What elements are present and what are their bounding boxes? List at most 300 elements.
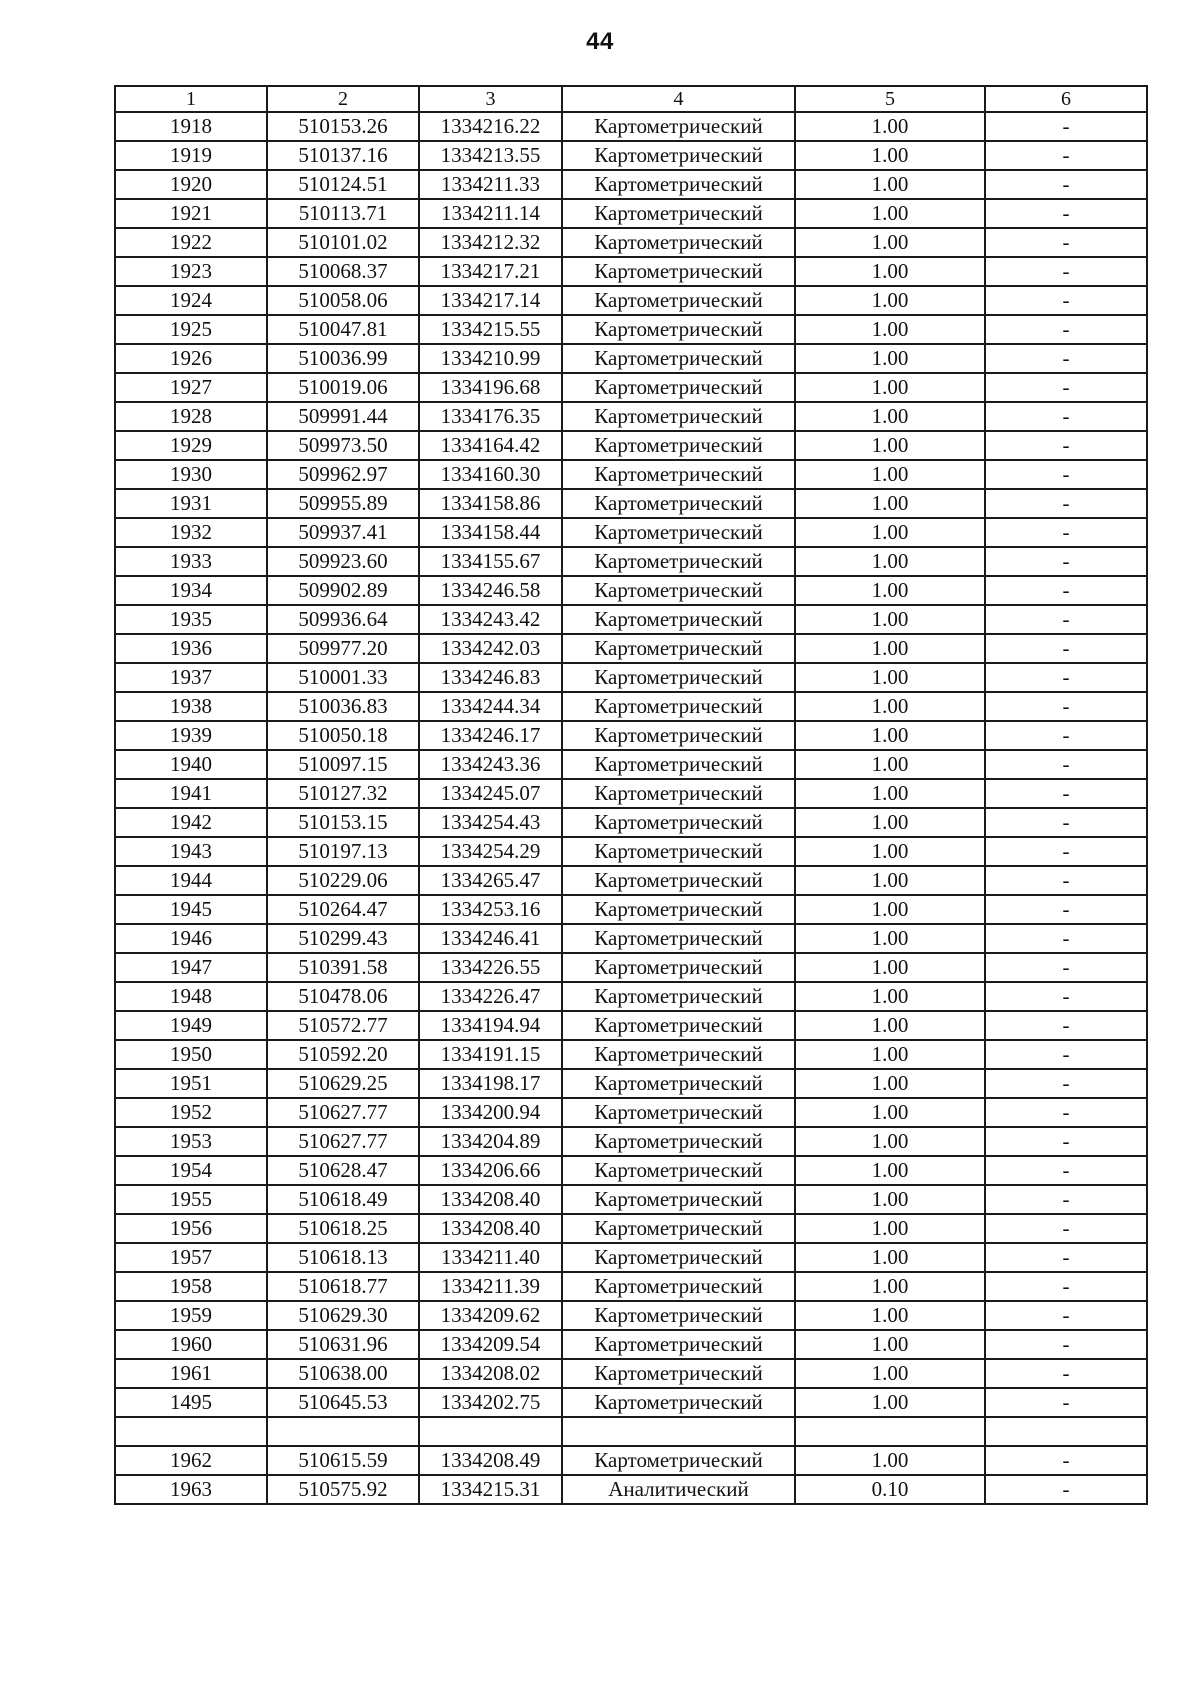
table-row [115,895,1147,924]
note-cell: - [985,808,1147,837]
accuracy-cell: 1.00 [795,112,985,141]
method-cell: Картометрический [562,779,795,808]
method-cell: Картометрический [562,344,795,373]
y-coordinate-cell: 1334246.17 [419,721,562,750]
method-cell: Картометрический [562,112,795,141]
point-number-cell: 1963 [115,1475,267,1504]
table-row [115,518,1147,547]
method-cell: Картометрический [562,895,795,924]
accuracy-cell: 1.00 [795,431,985,460]
note-cell: - [985,315,1147,344]
method-cell: Картометрический [562,460,795,489]
accuracy-cell: 1.00 [795,895,985,924]
accuracy-cell: 1.00 [795,692,985,721]
point-number-cell: 1939 [115,721,267,750]
point-number-cell: 1944 [115,866,267,895]
method-cell: Картометрический [562,1446,795,1475]
accuracy-cell: 1.00 [795,1243,985,1272]
y-coordinate-cell: 1334208.02 [419,1359,562,1388]
method-cell: Картометрический [562,547,795,576]
y-coordinate-cell: 1334202.75 [419,1388,562,1417]
y-coordinate-cell: 1334208.49 [419,1446,562,1475]
x-coordinate-cell: 510615.59 [267,1446,419,1475]
accuracy-cell: 1.00 [795,750,985,779]
note-cell: - [985,605,1147,634]
point-number-cell: 1923 [115,257,267,286]
table-row [115,199,1147,228]
table-row [115,1388,1147,1417]
x-coordinate-cell [267,1417,419,1446]
accuracy-cell: 1.00 [795,402,985,431]
accuracy-cell: 1.00 [795,1446,985,1475]
table-row [115,576,1147,605]
point-number-cell: 1938 [115,692,267,721]
point-number-cell: 1942 [115,808,267,837]
y-coordinate-cell: 1334243.42 [419,605,562,634]
method-cell: Картометрический [562,1185,795,1214]
point-number-cell: 1933 [115,547,267,576]
point-number-cell: 1956 [115,1214,267,1243]
accuracy-cell: 1.00 [795,373,985,402]
method-cell: Картометрический [562,1301,795,1330]
column-header-5: 5 [795,86,985,112]
note-cell: - [985,286,1147,315]
x-coordinate-cell: 509962.97 [267,460,419,489]
x-coordinate-cell: 510627.77 [267,1098,419,1127]
y-coordinate-cell: 1334160.30 [419,460,562,489]
accuracy-cell: 1.00 [795,228,985,257]
method-cell: Картометрический [562,373,795,402]
note-cell: - [985,721,1147,750]
method-cell: Картометрический [562,605,795,634]
point-number-cell: 1925 [115,315,267,344]
point-number-cell: 1926 [115,344,267,373]
accuracy-cell: 1.00 [795,547,985,576]
y-coordinate-cell: 1334244.34 [419,692,562,721]
y-coordinate-cell: 1334211.40 [419,1243,562,1272]
accuracy-cell: 1.00 [795,1272,985,1301]
method-cell: Картометрический [562,1040,795,1069]
table-row [115,750,1147,779]
y-coordinate-cell: 1334209.62 [419,1301,562,1330]
note-cell: - [985,1069,1147,1098]
accuracy-cell: 1.00 [795,605,985,634]
point-number-cell: 1931 [115,489,267,518]
y-coordinate-cell: 1334155.67 [419,547,562,576]
accuracy-cell: 1.00 [795,924,985,953]
table-row [115,1446,1147,1475]
coordinates-table [114,85,1148,1505]
accuracy-cell: 1.00 [795,199,985,228]
point-number-cell: 1952 [115,1098,267,1127]
point-number-cell: 1929 [115,431,267,460]
note-cell: - [985,1301,1147,1330]
x-coordinate-cell: 510628.47 [267,1156,419,1185]
method-cell: Картометрический [562,257,795,286]
x-coordinate-cell: 510050.18 [267,721,419,750]
method-cell: Картометрический [562,721,795,750]
x-coordinate-cell: 510299.43 [267,924,419,953]
y-coordinate-cell: 1334176.35 [419,402,562,431]
y-coordinate-cell: 1334246.41 [419,924,562,953]
note-cell: - [985,1127,1147,1156]
note-cell: - [985,431,1147,460]
table-row [115,112,1147,141]
accuracy-cell: 1.00 [795,721,985,750]
x-coordinate-cell: 510575.92 [267,1475,419,1504]
table-row [115,315,1147,344]
point-number-cell: 1934 [115,576,267,605]
method-cell: Картометрический [562,1069,795,1098]
method-cell: Картометрический [562,141,795,170]
y-coordinate-cell: 1334208.40 [419,1214,562,1243]
note-cell: - [985,982,1147,1011]
y-coordinate-cell: 1334211.14 [419,199,562,228]
point-number-cell: 1924 [115,286,267,315]
point-number-cell: 1918 [115,112,267,141]
point-number-cell: 1958 [115,1272,267,1301]
method-cell: Картометрический [562,924,795,953]
table-row [115,924,1147,953]
x-coordinate-cell: 510153.26 [267,112,419,141]
accuracy-cell: 1.00 [795,1185,985,1214]
table-row [115,1040,1147,1069]
note-cell: - [985,924,1147,953]
method-cell: Картометрический [562,1388,795,1417]
note-cell: - [985,1475,1147,1504]
table-row [115,1127,1147,1156]
x-coordinate-cell: 510631.96 [267,1330,419,1359]
method-cell: Картометрический [562,634,795,663]
table-row [115,1359,1147,1388]
note-cell: - [985,228,1147,257]
y-coordinate-cell: 1334226.47 [419,982,562,1011]
note-cell: - [985,1330,1147,1359]
note-cell: - [985,750,1147,779]
y-coordinate-cell: 1334243.36 [419,750,562,779]
y-coordinate-cell: 1334212.32 [419,228,562,257]
table-row [115,489,1147,518]
method-cell: Аналитический [562,1475,795,1504]
note-cell: - [985,1359,1147,1388]
y-coordinate-cell: 1334191.15 [419,1040,562,1069]
table-row [115,779,1147,808]
accuracy-cell: 1.00 [795,1011,985,1040]
method-cell: Картометрический [562,1330,795,1359]
table-row [115,1214,1147,1243]
accuracy-cell: 1.00 [795,1301,985,1330]
y-coordinate-cell: 1334210.99 [419,344,562,373]
column-header-2: 2 [267,86,419,112]
table-row [115,808,1147,837]
table-row [115,402,1147,431]
x-coordinate-cell: 509923.60 [267,547,419,576]
x-coordinate-cell: 510101.02 [267,228,419,257]
note-cell: - [985,373,1147,402]
note-cell: - [985,895,1147,924]
note-cell: - [985,518,1147,547]
point-number-cell: 1922 [115,228,267,257]
point-number-cell: 1943 [115,837,267,866]
accuracy-cell: 1.00 [795,489,985,518]
y-coordinate-cell: 1334215.55 [419,315,562,344]
x-coordinate-cell: 510629.30 [267,1301,419,1330]
column-header-3: 3 [419,86,562,112]
x-coordinate-cell: 510618.25 [267,1214,419,1243]
x-coordinate-cell: 510137.16 [267,141,419,170]
y-coordinate-cell: 1334194.94 [419,1011,562,1040]
method-cell: Картометрический [562,170,795,199]
note-cell: - [985,344,1147,373]
accuracy-cell: 1.00 [795,518,985,547]
accuracy-cell: 1.00 [795,1069,985,1098]
accuracy-cell: 1.00 [795,576,985,605]
table-row [115,460,1147,489]
y-coordinate-cell: 1334254.43 [419,808,562,837]
y-coordinate-cell: 1334209.54 [419,1330,562,1359]
method-cell [562,1417,795,1446]
x-coordinate-cell: 510058.06 [267,286,419,315]
method-cell: Картометрический [562,199,795,228]
y-coordinate-cell: 1334200.94 [419,1098,562,1127]
method-cell: Картометрический [562,286,795,315]
x-coordinate-cell: 510113.71 [267,199,419,228]
x-coordinate-cell: 509973.50 [267,431,419,460]
method-cell: Картометрический [562,1156,795,1185]
method-cell: Картометрический [562,750,795,779]
x-coordinate-cell: 510047.81 [267,315,419,344]
table-row [115,286,1147,315]
x-coordinate-cell: 510618.49 [267,1185,419,1214]
note-cell: - [985,1243,1147,1272]
accuracy-cell: 1.00 [795,1156,985,1185]
y-coordinate-cell: 1334226.55 [419,953,562,982]
table-row [115,1011,1147,1040]
y-coordinate-cell: 1334253.16 [419,895,562,924]
note-cell: - [985,1156,1147,1185]
point-number-cell: 1957 [115,1243,267,1272]
method-cell: Картометрический [562,1272,795,1301]
x-coordinate-cell: 510618.13 [267,1243,419,1272]
x-coordinate-cell: 510229.06 [267,866,419,895]
method-cell: Картометрический [562,1243,795,1272]
table-row [115,1098,1147,1127]
accuracy-cell: 1.00 [795,460,985,489]
x-coordinate-cell: 510001.33 [267,663,419,692]
table-body [115,86,1147,1504]
x-coordinate-cell: 510124.51 [267,170,419,199]
point-number-cell: 1935 [115,605,267,634]
table-row [115,1185,1147,1214]
note-cell [985,1417,1147,1446]
method-cell: Картометрический [562,1359,795,1388]
y-coordinate-cell: 1334211.39 [419,1272,562,1301]
y-coordinate-cell: 1334213.55 [419,141,562,170]
y-coordinate-cell: 1334198.17 [419,1069,562,1098]
note-cell: - [985,1272,1147,1301]
table-row [115,721,1147,750]
accuracy-cell: 1.00 [795,141,985,170]
x-coordinate-cell: 510572.77 [267,1011,419,1040]
point-number-cell: 1927 [115,373,267,402]
note-cell: - [985,199,1147,228]
column-header-4: 4 [562,86,795,112]
y-coordinate-cell: 1334246.58 [419,576,562,605]
x-coordinate-cell: 510627.77 [267,1127,419,1156]
note-cell: - [985,141,1147,170]
point-number-cell: 1941 [115,779,267,808]
method-cell: Картометрический [562,576,795,605]
point-number-cell: 1955 [115,1185,267,1214]
table-row [115,1243,1147,1272]
y-coordinate-cell: 1334217.14 [419,286,562,315]
note-cell: - [985,1388,1147,1417]
method-cell: Картометрический [562,315,795,344]
accuracy-cell: 1.00 [795,170,985,199]
point-number-cell: 1945 [115,895,267,924]
x-coordinate-cell: 509937.41 [267,518,419,547]
note-cell: - [985,837,1147,866]
y-coordinate-cell: 1334208.40 [419,1185,562,1214]
note-cell: - [985,1040,1147,1069]
y-coordinate-cell [419,1417,562,1446]
point-number-cell [115,1417,267,1446]
note-cell: - [985,634,1147,663]
table-row [115,1417,1147,1446]
x-coordinate-cell: 510097.15 [267,750,419,779]
point-number-cell: 1932 [115,518,267,547]
x-coordinate-cell: 509977.20 [267,634,419,663]
y-coordinate-cell: 1334265.47 [419,866,562,895]
note-cell: - [985,1011,1147,1040]
table-row [115,344,1147,373]
table-row [115,431,1147,460]
point-number-cell: 1950 [115,1040,267,1069]
y-coordinate-cell: 1334217.21 [419,257,562,286]
column-header-6: 6 [985,86,1147,112]
accuracy-cell: 1.00 [795,866,985,895]
method-cell: Картометрический [562,953,795,982]
x-coordinate-cell: 510127.32 [267,779,419,808]
point-number-cell: 1948 [115,982,267,1011]
accuracy-cell: 1.00 [795,315,985,344]
note-cell: - [985,576,1147,605]
point-number-cell: 1954 [115,1156,267,1185]
point-number-cell: 1953 [115,1127,267,1156]
method-cell: Картометрический [562,489,795,518]
point-number-cell: 1921 [115,199,267,228]
table-row [115,1475,1147,1504]
table-header-row [115,86,1147,112]
note-cell: - [985,1446,1147,1475]
accuracy-cell: 1.00 [795,634,985,663]
accuracy-cell: 1.00 [795,837,985,866]
accuracy-cell: 1.00 [795,982,985,1011]
table-row [115,1330,1147,1359]
table-row [115,837,1147,866]
table-row [115,1156,1147,1185]
note-cell: - [985,402,1147,431]
accuracy-cell [795,1417,985,1446]
method-cell: Картометрический [562,692,795,721]
table-row [115,1301,1147,1330]
page-number: 44 [586,28,614,55]
accuracy-cell: 1.00 [795,1388,985,1417]
table-row [115,866,1147,895]
note-cell: - [985,692,1147,721]
point-number-cell: 1919 [115,141,267,170]
table-row [115,257,1147,286]
note-cell: - [985,953,1147,982]
note-cell: - [985,1098,1147,1127]
method-cell: Картометрический [562,1098,795,1127]
accuracy-cell: 1.00 [795,1330,985,1359]
note-cell: - [985,1185,1147,1214]
x-coordinate-cell: 509991.44 [267,402,419,431]
note-cell: - [985,489,1147,518]
x-coordinate-cell: 510618.77 [267,1272,419,1301]
method-cell: Картометрический [562,808,795,837]
x-coordinate-cell: 510019.06 [267,373,419,402]
x-coordinate-cell: 509936.64 [267,605,419,634]
accuracy-cell: 0.10 [795,1475,985,1504]
point-number-cell: 1951 [115,1069,267,1098]
note-cell: - [985,663,1147,692]
note-cell: - [985,779,1147,808]
x-coordinate-cell: 510629.25 [267,1069,419,1098]
method-cell: Картометрический [562,663,795,692]
y-coordinate-cell: 1334164.42 [419,431,562,460]
note-cell: - [985,547,1147,576]
table-row [115,953,1147,982]
accuracy-cell: 1.00 [795,663,985,692]
note-cell: - [985,112,1147,141]
x-coordinate-cell: 510391.58 [267,953,419,982]
accuracy-cell: 1.00 [795,779,985,808]
accuracy-cell: 1.00 [795,1040,985,1069]
y-coordinate-cell: 1334254.29 [419,837,562,866]
x-coordinate-cell: 510153.15 [267,808,419,837]
accuracy-cell: 1.00 [795,808,985,837]
x-coordinate-cell: 510592.20 [267,1040,419,1069]
table-row [115,1069,1147,1098]
column-header-1: 1 [115,86,267,112]
point-number-cell: 1937 [115,663,267,692]
point-number-cell: 1940 [115,750,267,779]
accuracy-cell: 1.00 [795,257,985,286]
table-row [115,373,1147,402]
point-number-cell: 1936 [115,634,267,663]
table-row [115,170,1147,199]
table-row [115,1272,1147,1301]
table-row [115,547,1147,576]
method-cell: Картометрический [562,1011,795,1040]
table-row [115,982,1147,1011]
point-number-cell: 1959 [115,1301,267,1330]
y-coordinate-cell: 1334204.89 [419,1127,562,1156]
point-number-cell: 1960 [115,1330,267,1359]
y-coordinate-cell: 1334158.44 [419,518,562,547]
method-cell: Картометрический [562,982,795,1011]
x-coordinate-cell: 510068.37 [267,257,419,286]
method-cell: Картометрический [562,1214,795,1243]
x-coordinate-cell: 510036.99 [267,344,419,373]
point-number-cell: 1947 [115,953,267,982]
x-coordinate-cell: 510645.53 [267,1388,419,1417]
x-coordinate-cell: 509955.89 [267,489,419,518]
point-number-cell: 1949 [115,1011,267,1040]
method-cell: Картометрический [562,228,795,257]
